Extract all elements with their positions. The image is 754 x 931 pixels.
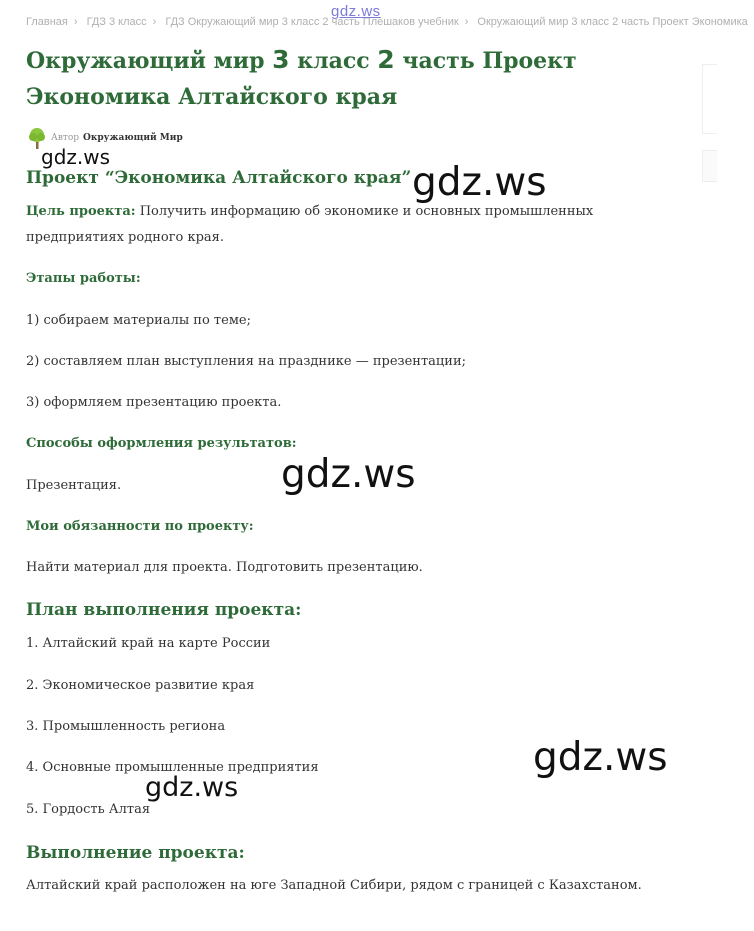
breadcrumb-item-class[interactable]: ГДЗ 3 класс [86, 16, 147, 28]
watermark: gdz.ws [533, 735, 668, 780]
breadcrumb-separator: › [464, 16, 469, 28]
watermark: gdz.ws [145, 772, 239, 803]
side-widget [702, 64, 717, 134]
stage-item: 1) собираем материалы по теме; [26, 313, 251, 328]
breadcrumb-item-current: Окружающий мир 3 класс 2 часть Проект Экономика [477, 16, 748, 28]
watermark: gdz.ws [41, 145, 111, 169]
breadcrumb-separator: › [73, 16, 78, 28]
author-name[interactable]: Окружающий Мир [83, 133, 183, 143]
watermark: gdz.ws [281, 452, 416, 497]
watermark-top: gdz.ws [331, 3, 381, 20]
breadcrumb-item-book[interactable]: ГДЗ Окружающий мир 3 класс 2 часть Плешаков учебник [165, 16, 459, 28]
methods-text: Презентация. [26, 478, 122, 493]
duties-label: Мои обязанности по проекту: [26, 519, 254, 534]
stage-item: 3) оформляем презентацию проекта. [26, 395, 282, 410]
page-title: Окружающий мир 3 класс 2 часть Проект Экономика Алтайского края [26, 45, 577, 110]
author-prefix: Автор [51, 133, 80, 143]
plan-item: 3. Промышленность региона [26, 719, 226, 734]
plan-item: 5. Гордость Алтая [26, 802, 151, 817]
project-title: Проект “Экономика Алтайского края” [26, 168, 412, 188]
goal-label: Цель проекта: [26, 204, 136, 219]
execution-text: Алтайский край расположен на юге Западной Сибири, рядом с границей с Казахстаном. [26, 878, 642, 893]
plan-item: 1. Алтайский край на карте России [26, 636, 271, 651]
breadcrumb-item-home[interactable]: Главная [26, 16, 68, 28]
stages-label: Этапы работы: [26, 271, 141, 286]
stage-item: 2) составляем план выступления на празднике — презентации; [26, 354, 466, 369]
goal-text: Получить информацию об экономике и основных промышленных предприятиях родного края. [26, 204, 594, 245]
goal-paragraph [26, 199, 666, 251]
execution-title: Выполнение проекта: [26, 843, 245, 863]
plan-item: 4. Основные промышленные предприятия [26, 760, 319, 775]
side-widget-button[interactable] [702, 150, 717, 182]
watermark: gdz.ws [412, 160, 547, 205]
methods-label: Способы оформления результатов: [26, 436, 297, 451]
plan-item: 2. Экономическое развитие края [26, 678, 255, 693]
breadcrumb-separator: › [152, 16, 157, 28]
duties-text: Найти материал для проекта. Подготовить презентацию. [26, 560, 423, 575]
plan-title: План выполнения проекта: [26, 600, 302, 620]
